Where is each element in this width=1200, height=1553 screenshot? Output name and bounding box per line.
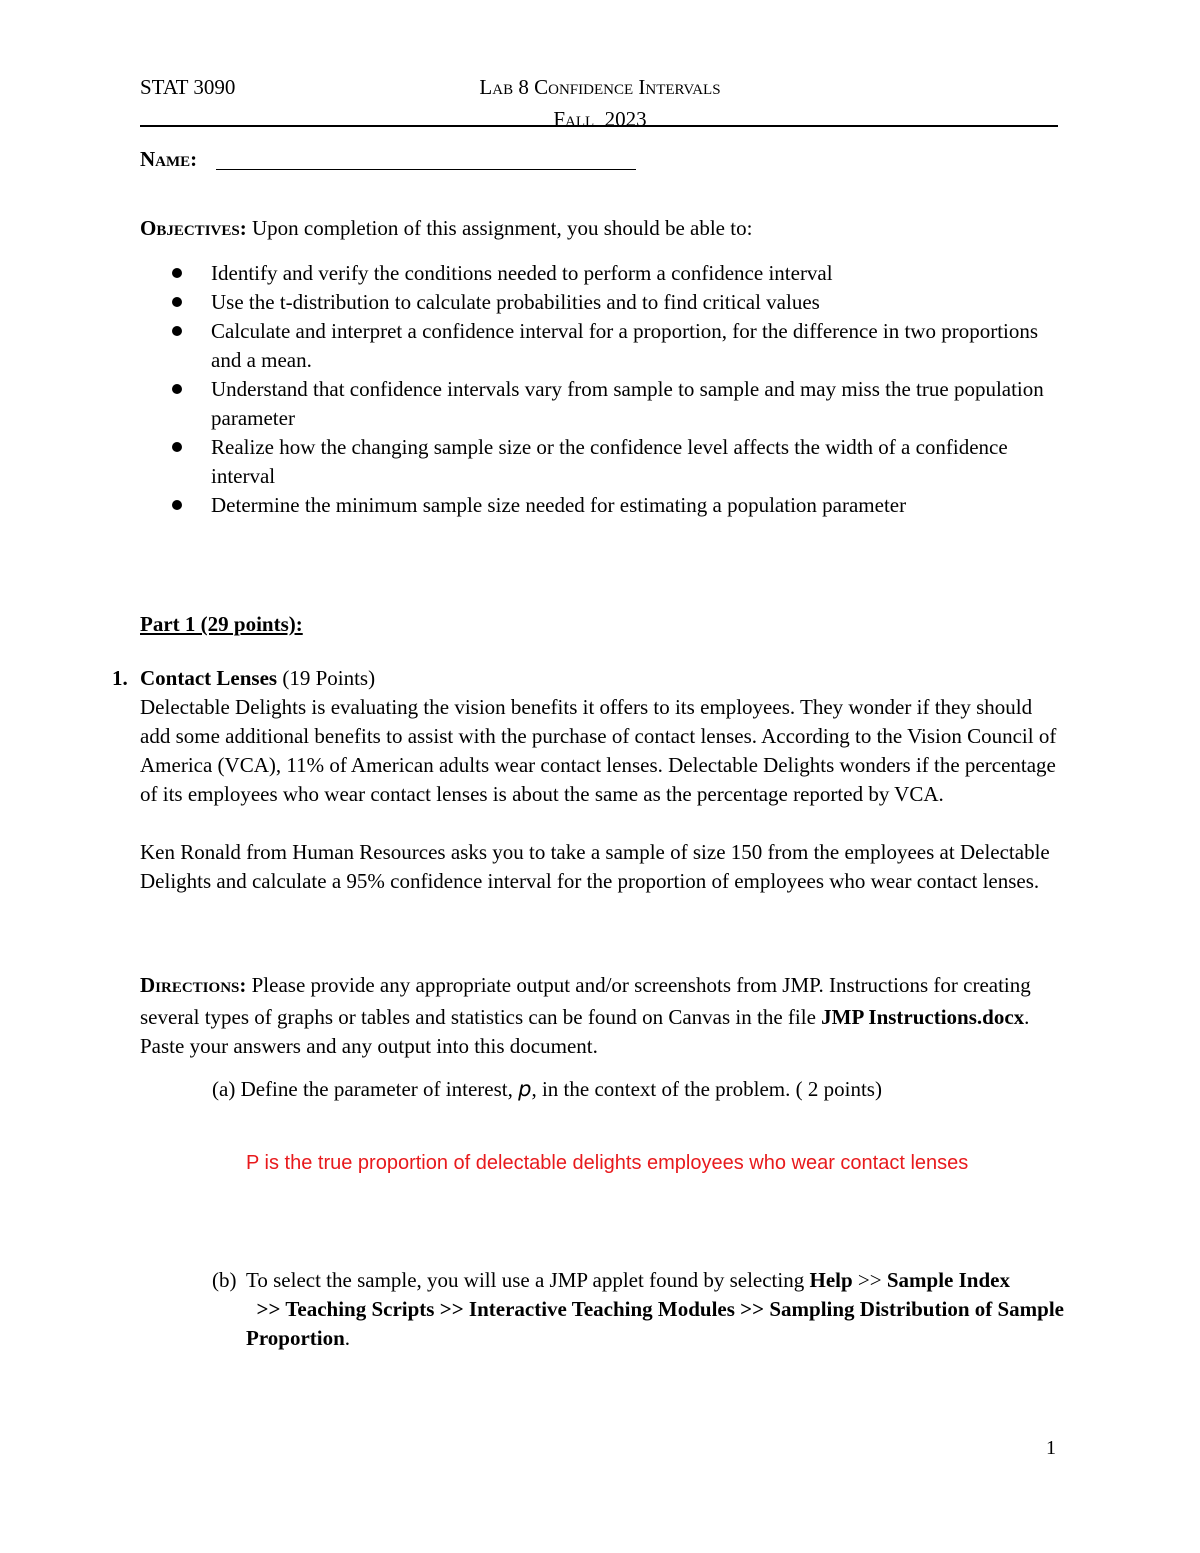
directions	[140, 971, 1060, 1061]
list-item	[172, 259, 1052, 288]
objectives-label-o: O	[140, 216, 157, 240]
question1-title: Contact Lenses	[140, 666, 278, 690]
name-label	[140, 145, 197, 177]
list-item-text: Use the t-distribution to calculate probabilities and to find critical values	[211, 290, 820, 314]
part-a-symbol: p	[518, 1077, 532, 1101]
question1-paragraph2: Ken Ronald from Human Resources asks you to take a sample of size 150 from the employees at Delectable Delights and calculate a 95% confidence interval for the proportion of employees who wear contact lenses.	[140, 840, 1050, 893]
directions-file: JMP Instructions.docx	[821, 1005, 1025, 1029]
part-a-text1: Define the parameter of interest,	[235, 1077, 519, 1101]
objectives-list	[172, 259, 1052, 520]
course-code: STAT 3090	[140, 75, 236, 99]
list-item	[172, 317, 1052, 375]
part-b-path-sample-index: Sample Index	[886, 1268, 1010, 1292]
directions-label-irections: IRECTIONS	[155, 980, 240, 996]
part-b-path-teaching-scripts: Teaching Scripts	[285, 1297, 435, 1321]
objectives-label	[140, 216, 247, 240]
page-number: 1	[1046, 1437, 1056, 1459]
question1-number: 1.	[112, 666, 128, 690]
part-a-answer[interactable]: P is the true proportion of delectable delights employees who wear contact lenses	[246, 1152, 969, 1174]
lab-title-onfidence: ONFIDENCE	[548, 82, 634, 98]
list-item-text: Understand that confidence intervals vary from sample to sample and may miss the true population parameter	[211, 377, 1044, 430]
header-divider	[140, 125, 1058, 127]
objectives-label-colon: :	[239, 216, 247, 240]
list-item	[172, 375, 1052, 433]
term-all: ALL	[565, 114, 595, 130]
lab-title-l: L	[479, 75, 493, 99]
name-label-n: N	[140, 147, 156, 171]
name-blank-line[interactable]	[216, 169, 636, 170]
lab-title-number: 8	[513, 75, 535, 99]
part-b-sep3: >>	[434, 1297, 469, 1321]
list-item-text: Calculate and interpret a confidence interval for a proportion, for the difference in two proportions and a mean.	[211, 319, 1039, 372]
part-b-path-sampling-distribution: Sampling Distribution of Sample Proportion	[246, 1297, 1064, 1350]
part-b-sep1: >>	[852, 1268, 887, 1292]
objectives-label-bjectives: BJECTIVES	[156, 223, 240, 239]
list-item-text: Determine the minimum sample size needed for estimating a population parameter	[211, 493, 907, 517]
bullet-icon	[172, 268, 182, 278]
part-a-label: (a)	[212, 1077, 236, 1101]
term-line	[300, 105, 900, 137]
directions-label-colon: :	[239, 973, 247, 997]
lab-title-line	[300, 73, 900, 105]
part-b-end: .	[344, 1326, 351, 1350]
lab-title-i: I	[633, 75, 646, 99]
name-label-colon: :	[190, 147, 198, 171]
list-item-text: Identify and verify the conditions needed to perform a confidence interval	[211, 261, 833, 285]
directions-text1: Please provide any appropriate output and/or screenshots from JMP. Instructions for creating several types of graphs or tables and statistics can be found on Canvas in the file	[140, 973, 1031, 1029]
part-b-text1: To select the sample, you will use a JMP applet found by selecting	[246, 1268, 810, 1292]
objectives-intro-text: Upon completion of this assignment, you should be able to:	[246, 216, 753, 240]
directions-label-d: D	[140, 973, 156, 997]
term-f: F	[553, 107, 565, 131]
part-b-label: (b)	[212, 1268, 237, 1292]
lab-title-c: C	[534, 75, 549, 99]
part-b-path-interactive-modules: Interactive Teaching Modules	[468, 1297, 735, 1321]
bullet-icon	[172, 442, 182, 452]
objectives-intro	[140, 214, 1058, 246]
part-b-path-help: Help	[809, 1268, 853, 1292]
part-a-question	[212, 1075, 1052, 1104]
lab-title-ntervals: NTERVALS	[645, 82, 721, 98]
question1-block	[140, 664, 1065, 896]
question1-heading	[140, 664, 1065, 693]
bullet-icon	[172, 326, 182, 336]
part-b-sep2: >>	[246, 1297, 286, 1321]
bullet-icon	[172, 500, 182, 510]
question1-paragraph1: Delectable Delights is evaluating the vision benefits it offers to its employees. They wonder if they should add some additional benefits to assist with the purchase of contact lenses. According to the Vision Council of America (VCA), 11% of American adults wear contact lenses. Delectable Delights wonders if the percentage of its employees who wear contact lenses is about the same as the percentage reported by VCA.	[140, 695, 1057, 806]
directions-text2: . Paste your answers and any output into this document.	[140, 1005, 1030, 1058]
lab-title	[300, 73, 900, 137]
lab-title-ab: AB	[492, 82, 514, 98]
part1-title: Part 1 (29 points):	[140, 612, 303, 636]
bullet-icon	[172, 297, 182, 307]
name-label-ame: AME	[155, 154, 191, 170]
question1-points: (19 Points)	[277, 666, 376, 690]
list-item	[172, 433, 1052, 491]
list-item	[172, 491, 1052, 520]
list-item	[172, 288, 1052, 317]
term-year: 2023	[594, 107, 647, 131]
bullet-icon	[172, 384, 182, 394]
part-b-question	[246, 1266, 1066, 1353]
directions-label	[140, 973, 246, 997]
part-a-text2: , in the context of the problem. ( 2 points)	[531, 1077, 882, 1101]
list-item-text: Realize how the changing sample size or the confidence level affects the width of a confidence interval	[211, 435, 1008, 488]
part-b-sep4: >>	[734, 1297, 770, 1321]
